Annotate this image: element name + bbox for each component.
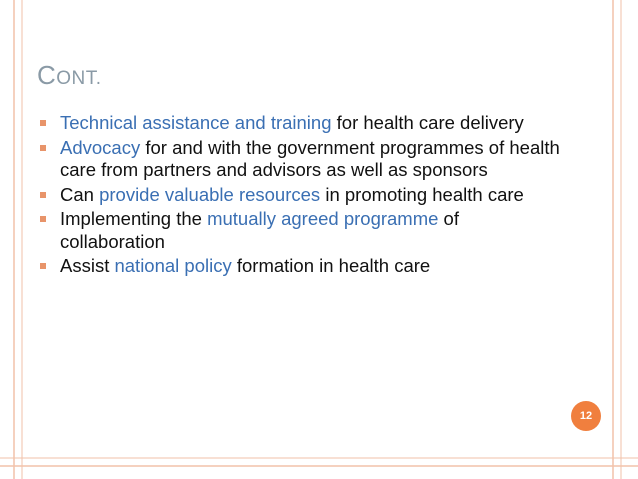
bullet-text-pre: Assist [60, 255, 115, 276]
bullet-text-post: for health care delivery [331, 112, 524, 133]
bullet-text-post: of collaboration [60, 208, 459, 252]
square-bullet-icon [40, 145, 46, 151]
bullet-item [40, 137, 560, 182]
square-bullet-icon [40, 216, 46, 222]
bullet-text-highlight: national policy [114, 255, 232, 276]
bullet-item [40, 255, 560, 278]
bullet-text-highlight: Technical assistance and training [60, 112, 332, 133]
bullet-text-highlight: mutually agreed programme [207, 208, 439, 229]
square-bullet-icon [40, 263, 46, 269]
slide-title [37, 60, 102, 91]
bullet-text-highlight: Advocacy [60, 136, 141, 158]
bullet-text-pre: Implementing the [60, 208, 208, 229]
bullet-text-post: formation in health care [231, 255, 431, 276]
bullet-text-post: in promoting health care [320, 183, 524, 205]
slide-title-rest: ONT. [56, 68, 102, 89]
bullet-text-highlight: provide valuable resources [99, 183, 321, 205]
bullet-item [40, 184, 560, 207]
square-bullet-icon [40, 192, 46, 198]
page-number-badge: 12 [571, 401, 601, 431]
bullet-item [40, 208, 560, 253]
bullet-text-post: for and with the government programmes of health care from partners and advisors as well as sponsors [60, 136, 560, 180]
bullet-text-pre: Can [60, 183, 100, 205]
slide-title-first-letter: C [37, 60, 57, 90]
bullet-item [40, 112, 560, 135]
square-bullet-icon [40, 120, 46, 126]
bullet-list [40, 112, 560, 280]
